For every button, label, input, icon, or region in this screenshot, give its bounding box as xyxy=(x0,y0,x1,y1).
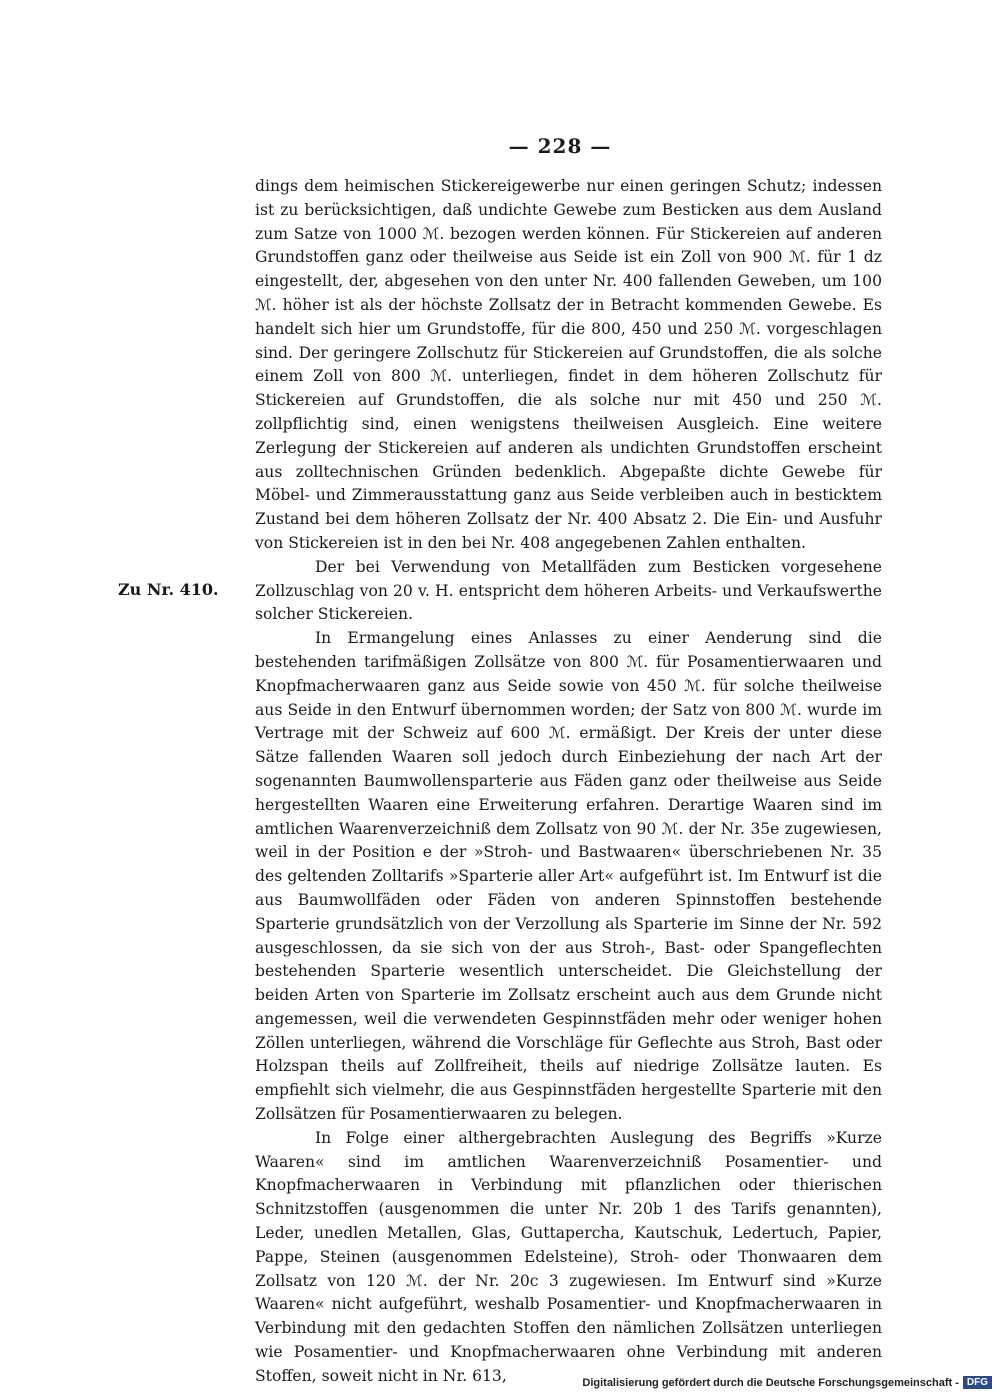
paragraph: In Folge einer althergebrachten Auslegung des Begriffs »Kurze Waaren« sind im amtlichen Waarenverzeichniß Posamentier- und Knopfmacherwaaren in Verbindung mit pflanzlichen oder thierischen Schnitzstoffen (ausgenommen die unter Nr. 20b 1 des Tarifs genannten), Leder, unedlen Metallen, Glas, Guttapercha, Kautschuk, Ledertuch, Papier, Pappe, Steinen (ausgenommen Edelsteine), Stroh- oder Thonwaaren dem Zollsatz von 120 ℳ. der Nr. 20c 3 zugewiesen. Im Entwurf sind »Kurze Waaren« nicht aufgeführt, weshalb Posamentier- und Knopfmacherwaaren in Verbindung mit den gedachten Stoffen den nämlichen Zollsätzen unterliegen wie Posamentier- und Knopfmacherwaaren ohne Verbindung mit anderen Stoffen, soweit nicht in Nr. 613, xyxy=(255,1128,882,1385)
footer xyxy=(582,1376,992,1389)
page-number: — 228 — xyxy=(508,134,612,158)
footer-text: Digitalisierung gefördert durch die Deutsche Forschungsgemeinschaft - xyxy=(582,1376,959,1389)
dfg-logo-icon: DFG xyxy=(963,1376,992,1389)
paragraph: In Ermangelung eines Anlasses zu einer Aenderung sind die bestehenden tarifmäßigen Zollsätze von 800 ℳ. für Posamentierwaaren und Knopfmacherwaaren ganz aus Seide sowie von 450 ℳ. für solche theilweise aus Seide in den Entwurf übernommen worden; der Satz von 800 ℳ. wurde im Vertrage mit der Schweiz auf 600 ℳ. ermäßigt. Der Kreis der unter diese Sätze fallenden Waaren soll jedoch durch Einbeziehung der nach Art der sogenannten Baumwollensparterie aus Fäden ganz oder theilweise aus Seide hergestellten Waaren eine Erweiterung erfahren. Derartige Waaren sind im amtlichen Waarenverzeichniß dem Zollsatz von 90 ℳ. der Nr. 35e zugewiesen, weil in der Position e der »Stroh- und Bastwaaren« überschriebenen Nr. 35 des geltenden Zolltarifs »Sparterie aller Art« aufgeführt ist. Im Entwurf ist die aus Baumwollfäden oder Fäden von anderen Spinnstoffen bestehende Sparterie grundsätzlich von der Verzollung als Sparterie im Sinne der Nr. 592 ausgeschlossen, da sie sich von der aus Stroh-, Bast- oder Spangeflechten bestehenden Sparterie wesentlich unterscheidet. Die Gleichstellung der beiden Arten von Sparterie im Zollsatz erscheint auch aus dem Grunde nicht angemessen, weil die verwendeten Gespinnstfäden mehr oder weniger hohen Zöllen unterliegen, während die Vorschläge für Geflechte aus Stroh, Bast oder Holzspan theils auf Zollfreiheit, theils auf niedrige Zollsätze lauten. Es empfiehlt sich vielmehr, die aus Gespinnstfäden hergestellte Sparterie mit den Zollsätzen für Posamentierwaaren zu belegen. xyxy=(255,629,882,1124)
paragraph: dings dem heimischen Stickereigewerbe nur einen geringen Schutz; indessen ist zu berücksichtigen, daß undichte Gewebe zum Besticken aus dem Ausland zum Satze von 1000 ℳ. bezogen werden können. Für Stickereien auf anderen Grundstoffen ganz oder theilweise aus Seide ist ein Zoll von 900 ℳ. für 1 dz eingestellt, der, abgesehen von den unter Nr. 400 fallenden Geweben, um 100 ℳ. höher ist als der höchste Zollsatz der in Betracht kommenden Gewebe. Es handelt sich hier um Grundstoffe, für die 800, 450 und 250 ℳ. vorgeschlagen sind. Der geringere Zollschutz für Stickereien auf Grundstoffen, die als solche einem Zoll von 800 ℳ. unterliegen, findet in dem höheren Zollschutz für Stickereien auf Grundstoffen, die als solche nur mit 450 und 250 ℳ. zollpflichtig sind, einen wenigstens theilweisen Ausgleich. Eine weitere Zerlegung der Stickereien auf anderen als undichten Grundstoffen erscheint aus zolltechnischen Gründen bedenklich. Abgepaßte dichte Gewebe für Möbel- und Zimmerausstattung ganz aus Seide verbleiben auch in besticktem Zustand bei dem höheren Zollsatz der Nr. 400 Absatz 2. Die Ein- und Ausfuhr von Stickereien ist in den bei Nr. 408 angegebenen Zahlen enthalten. xyxy=(255,177,882,552)
body-text xyxy=(255,175,882,1389)
paragraph: Der bei Verwendung von Metallfäden zum Besticken vorgesehene Zollzuschlag von 20 v. H. entspricht dem höheren Arbeits- und Verkaufswerthe solcher Stickereien. xyxy=(255,557,882,624)
margin-note: Zu Nr. 410. xyxy=(118,580,219,599)
